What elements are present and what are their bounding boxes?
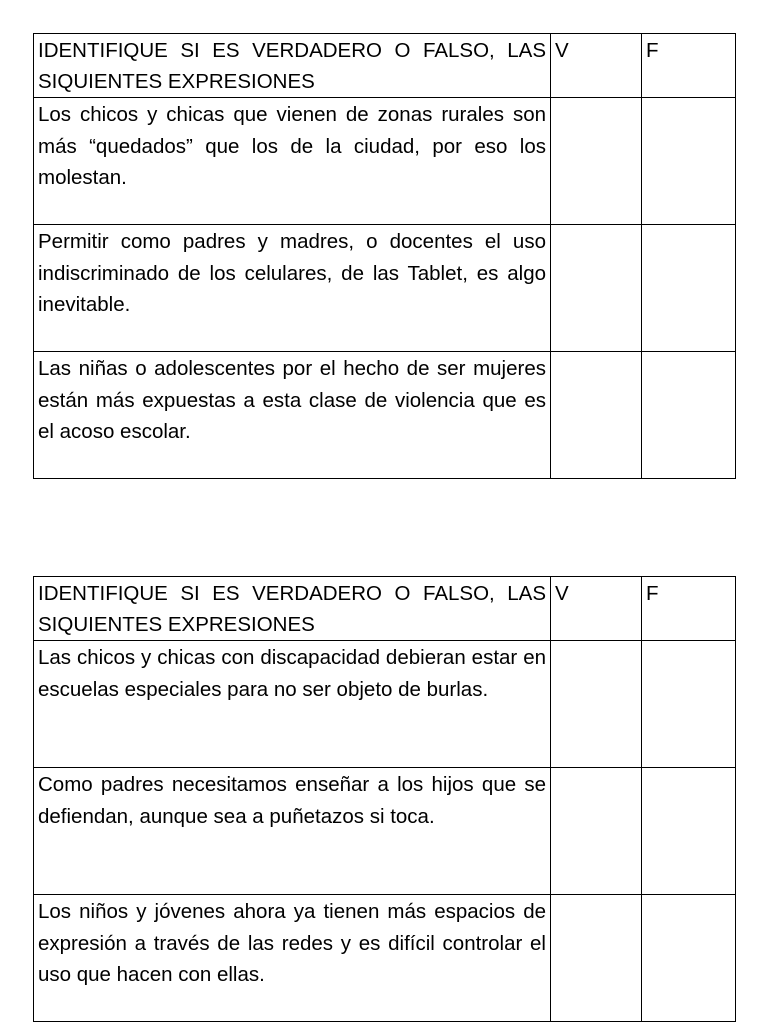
true-column-header: V: [551, 34, 642, 98]
statement-row: [34, 768, 736, 895]
true-answer-cell[interactable]: [551, 98, 642, 225]
statement-row: [34, 98, 736, 225]
statement-text: Las niñas o adolescentes por el hecho de ser mujeres están más expuestas a esta clase de violencia que es el acoso escolar.: [34, 352, 551, 479]
true-false-table-2: [33, 576, 736, 1022]
false-answer-cell[interactable]: [642, 225, 736, 352]
false-answer-cell[interactable]: [642, 768, 736, 895]
statement-text: Los niños y jóvenes ahora ya tienen más espacios de expresión a través de las redes y es difícil controlar el uso que hacen con ellas.: [34, 895, 551, 1022]
true-answer-cell[interactable]: [551, 641, 642, 768]
statement-text: Permitir como padres y madres, o docentes el uso indiscriminado de los celulares, de las Tablet, es algo inevitable.: [34, 225, 551, 352]
statement-row: [34, 641, 736, 768]
true-answer-cell[interactable]: [551, 768, 642, 895]
true-answer-cell[interactable]: [551, 352, 642, 479]
statement-row: [34, 895, 736, 1022]
statement-text: Las chicos y chicas con discapacidad debieran estar en escuelas especiales para no ser objeto de burlas.: [34, 641, 551, 768]
false-answer-cell[interactable]: [642, 352, 736, 479]
false-answer-cell[interactable]: [642, 98, 736, 225]
instruction-cell: IDENTIFIQUE SI ES VERDADERO O FALSO, LAS SIQUIENTES EXPRESIONES: [34, 577, 551, 641]
statement-text: Los chicos y chicas que vienen de zonas rurales son más “quedados” que los de la ciudad, por eso los molestan.: [34, 98, 551, 225]
true-column-header: V: [551, 577, 642, 641]
true-false-table-1: [33, 33, 736, 479]
table-header-row: [34, 577, 736, 641]
table-header-row: [34, 34, 736, 98]
false-column-header: F: [642, 34, 736, 98]
false-answer-cell[interactable]: [642, 641, 736, 768]
statement-text: Como padres necesitamos enseñar a los hijos que se defiendan, aunque sea a puñetazos si toca.: [34, 768, 551, 895]
statement-row: [34, 225, 736, 352]
false-column-header: F: [642, 577, 736, 641]
true-answer-cell[interactable]: [551, 225, 642, 352]
false-answer-cell[interactable]: [642, 895, 736, 1022]
true-answer-cell[interactable]: [551, 895, 642, 1022]
statement-row: [34, 352, 736, 479]
instruction-cell: IDENTIFIQUE SI ES VERDADERO O FALSO, LAS SIQUIENTES EXPRESIONES: [34, 34, 551, 98]
